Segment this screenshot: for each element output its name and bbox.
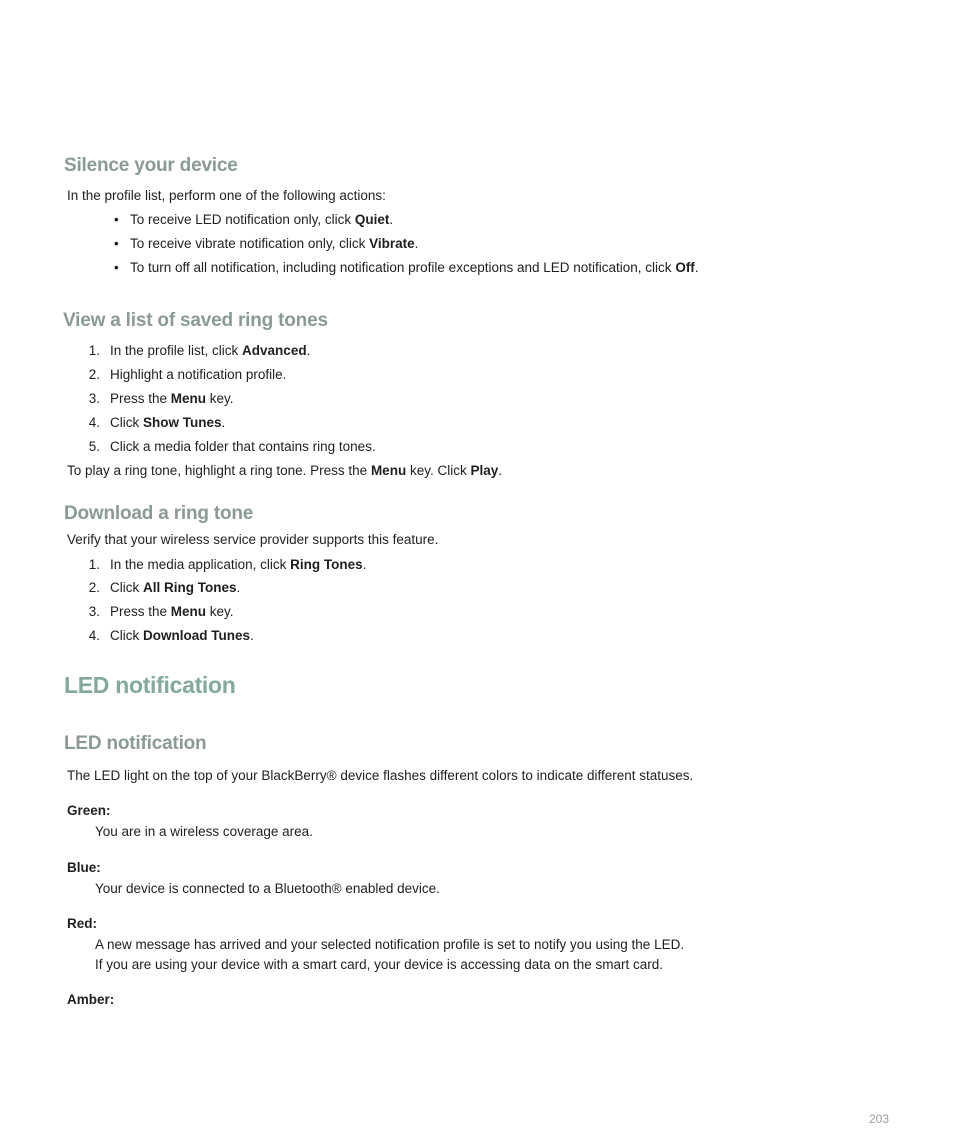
section-heading-saved-tones: View a list of saved ring tones — [63, 310, 328, 331]
definition-term-red: Red: — [67, 916, 97, 931]
bullet-dot: • — [114, 260, 119, 275]
definition-term-blue: Blue: — [67, 860, 101, 875]
saved-tones-note: To play a ring tone, highlight a ring tone. Press the Menu key. Click Play. — [67, 463, 502, 478]
chapter-title: LED notification — [64, 672, 236, 698]
page-number: 203 — [869, 1112, 890, 1126]
definition-desc-red-2: If you are using your device with a smart card, your device is accessing data on the smart card. — [95, 957, 664, 972]
silence-intro: In the profile list, perform one of the following actions: — [67, 188, 386, 203]
section-heading-led: LED notification — [64, 733, 207, 754]
download-intro: Verify that your wireless service provider supports this feature. — [67, 532, 439, 547]
section-heading-download: Download a ring tone — [64, 503, 254, 524]
definition-term-green: Green: — [67, 803, 111, 818]
led-intro: The LED light on the top of your BlackBerry® device flashes different colors to indicate different statuses. — [67, 768, 694, 783]
section-heading-silence: Silence your device — [64, 155, 238, 176]
bullet-dot: • — [114, 212, 119, 227]
bullet-dot: • — [114, 236, 119, 251]
definition-desc-blue: Your device is connected to a Bluetooth® enabled device. — [95, 881, 440, 896]
definition-desc-red: A new message has arrived and your selected notification profile is set to notify you using the LED. — [95, 937, 685, 952]
definition-term-amber: Amber: — [67, 992, 115, 1007]
definition-desc-green: You are in a wireless coverage area. — [95, 824, 313, 839]
